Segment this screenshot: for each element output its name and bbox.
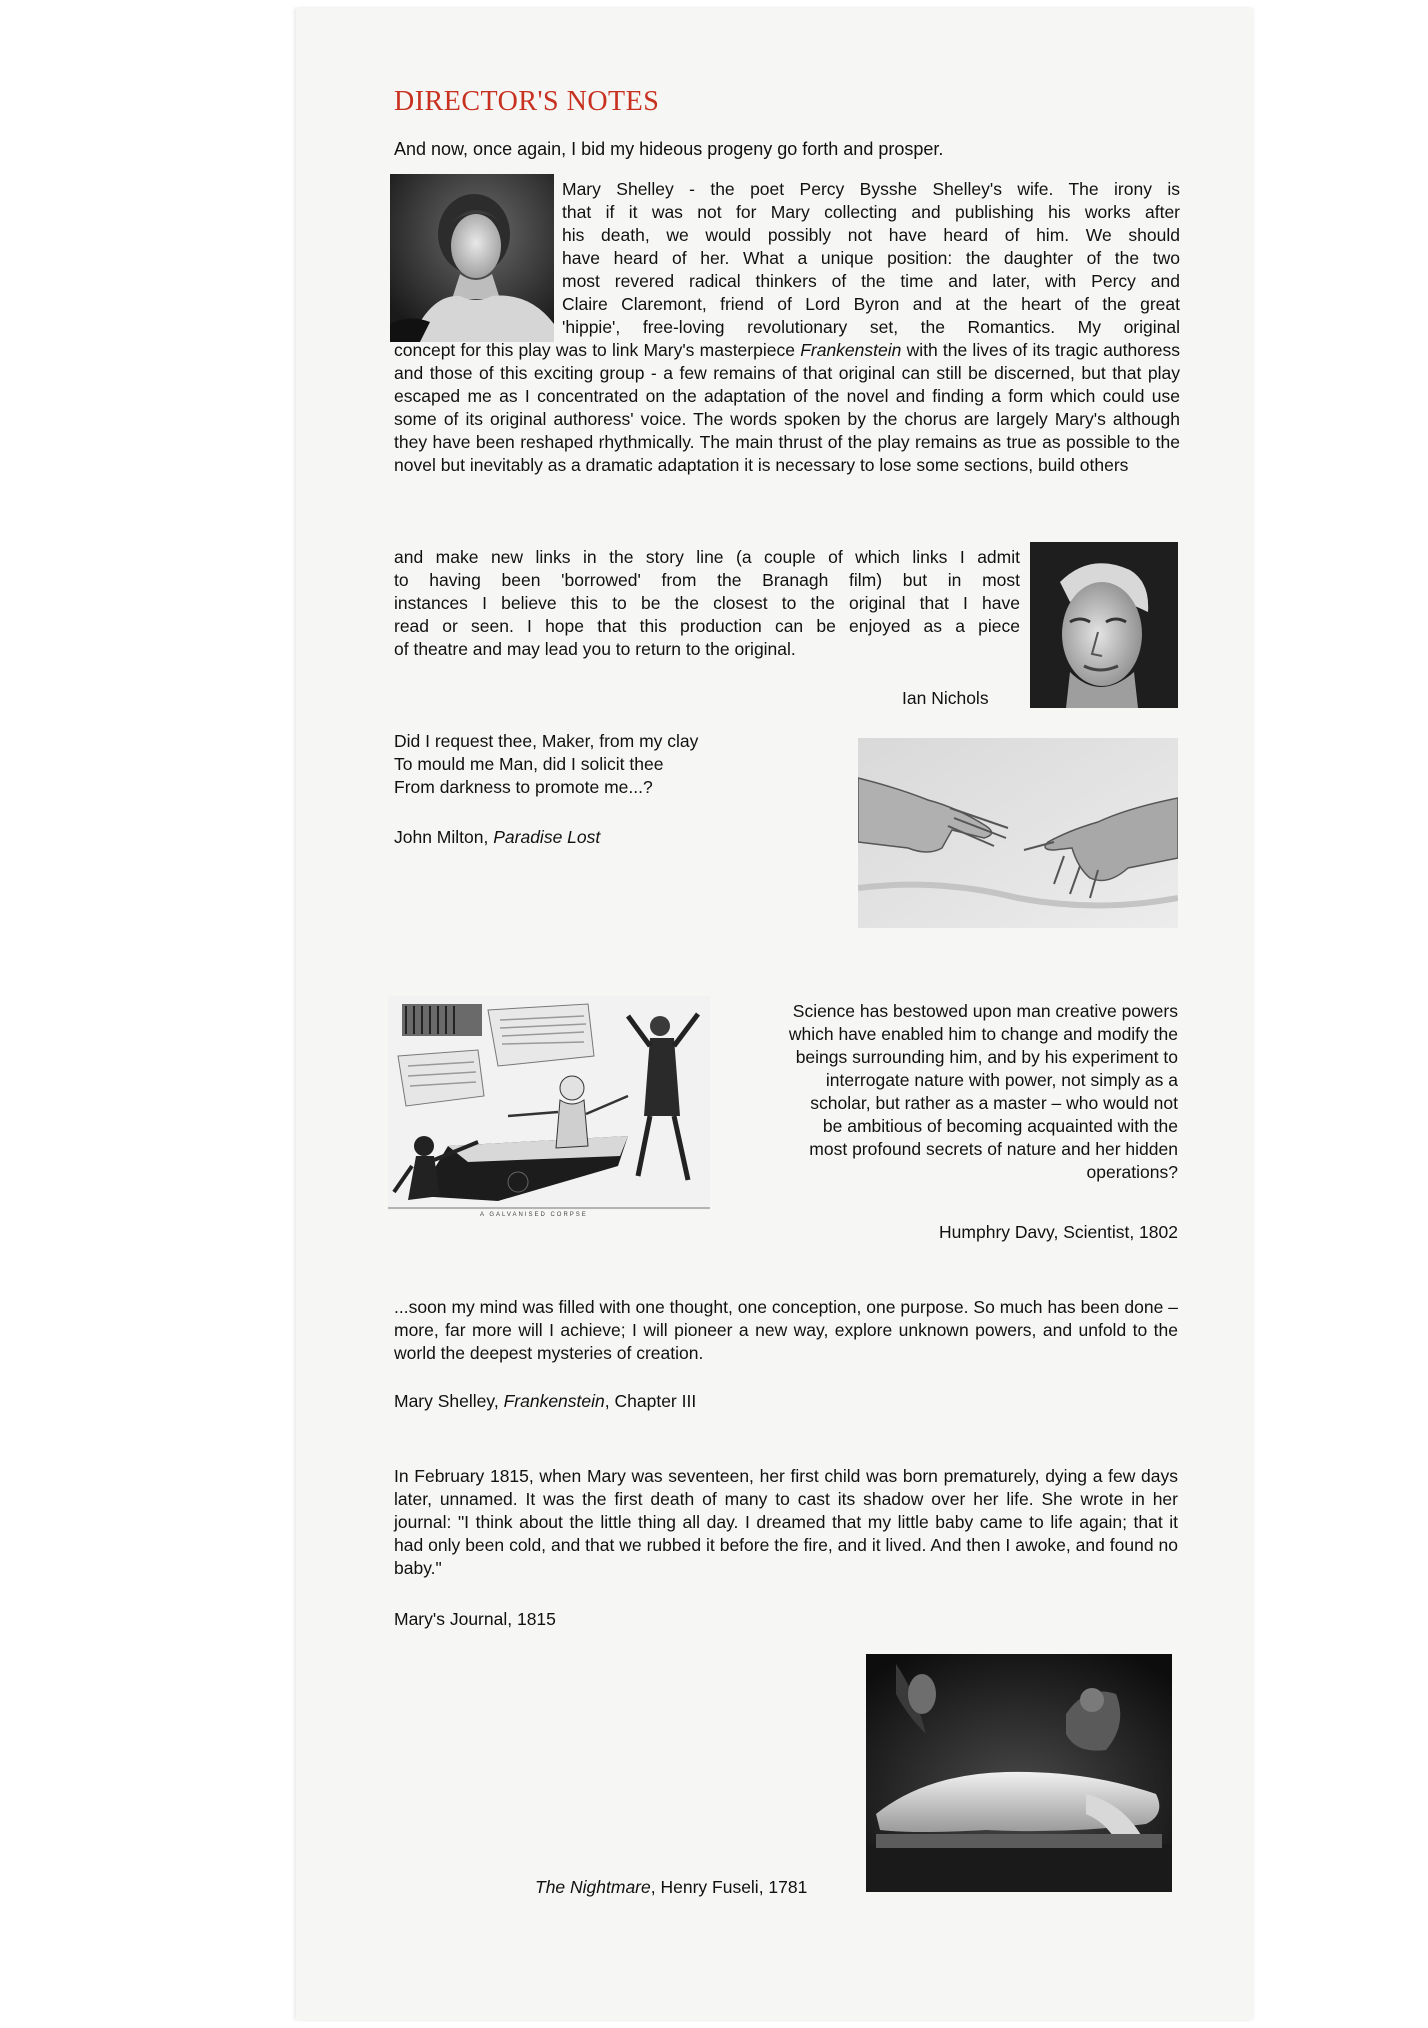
frankenstein-quote: ...soon my mind was filled with one thought, one conception, one purpose. So much has been done – more, far more will I achieve; I will pioneer a new way, explore unknown powers, and unfold to the world the deepest mysteries of creation. (394, 1297, 1178, 1363)
milton-work: Paradise Lost (493, 827, 601, 847)
nightmare-painting (866, 1654, 1172, 1892)
davy-line: most profound secrets of nature and her hidden (809, 1139, 1178, 1159)
frankenstein-attribution (394, 1390, 696, 1413)
davy-line: Science has bestowed upon man creative powers (792, 1001, 1178, 1021)
cartoon-caption: A GALVANISED CORPSE (480, 1212, 588, 1218)
davy-attribution: Humphry Davy, Scientist, 1802 (939, 1222, 1178, 1242)
davy-line: beings surrounding him, and by his experiment to (795, 1047, 1178, 1067)
milton-quote (394, 730, 794, 799)
intro-end-text (394, 546, 1020, 661)
intro-end-line: to having been 'borrowed' from the Branagh film) but in most (394, 570, 1020, 590)
intro-line: Claire Claremont, friend of Lord Byron and at the heart of the great (562, 294, 1180, 314)
frankenstein-title: Frankenstein (800, 340, 902, 360)
milton-line: Did I request thee, Maker, from my clay (394, 731, 699, 751)
intro-line: most revered radical thinkers of the time and later, with Percy and (562, 271, 1180, 291)
intro-end-line: and make new links in the story line (a couple of which links I admit (394, 547, 1020, 567)
ian-nichols-photo (1030, 542, 1178, 708)
intro-end-line: of theatre and may lead you to return to the original. (394, 639, 796, 659)
davy-line: operations? (1086, 1162, 1178, 1182)
davy-line: scholar, but rather as a master – who would not (810, 1093, 1178, 1113)
frankenstein-author: Mary Shelley, (394, 1391, 499, 1411)
davy-quote (700, 1000, 1178, 1184)
epigraph: And now, once again, I bid my hideous progeny go forth and prosper. (394, 139, 944, 159)
intro-line: Mary Shelley - the poet Percy Bysshe Shelley's wife. The irony is (562, 179, 1180, 199)
nightmare-title: The Nightmare (535, 1877, 651, 1897)
davy-line: interrogate nature with power, not simply as a (825, 1070, 1178, 1090)
milton-line: From darkness to promote me...? (394, 777, 653, 797)
signature: Ian Nichols (902, 688, 989, 708)
frankenstein-chapter: , Chapter III (604, 1391, 697, 1411)
journal-paragraph: In February 1815, when Mary was seventeen, her first child was born prematurely, dying a few days later, unnamed. It was the first death of many to cast its shadow over her life. She wrote in her journal: "I think about the little thing all day. I dreamed that my little baby came to life again; that it had only been cold, and that we rubbed it before the fire, and it lived. And then I awoke, and found no baby." (394, 1466, 1178, 1578)
davy-line: which have enabled him to change and modify the (788, 1024, 1178, 1044)
milton-author: John Milton, (394, 827, 489, 847)
page-title: DIRECTOR'S NOTES (394, 86, 660, 117)
milton-line: To mould me Man, did I solicit thee (394, 754, 664, 774)
intro-line: his death, we would possibly not have heard of him. We should (562, 225, 1180, 245)
intro-middle-paragraph (394, 339, 1180, 477)
intro-line: 'hippie', free-loving revolutionary set, the Romantics. My original (562, 317, 1180, 337)
intro-middle-after: with the lives of its tragic authoress and those of this exciting group - a few remains of that original can still be discerned, but that play escaped me as I concentrated on the adaptation of the novel and finding a form which could use some of its original authoress' voice. The words spoken by the chorus are largely Mary's although they have been reshaped rhythmically. The main thrust of the play remains as true as possible to the novel but inevitably as a dramatic adaptation it is necessary to lose some sections, build others (394, 340, 1180, 475)
davy-line: be ambitious of becoming acquainted with the (822, 1116, 1178, 1136)
galvanised-corpse-cartoon (388, 996, 710, 1210)
nightmare-caption (535, 1876, 807, 1899)
creation-of-adam-image (858, 738, 1178, 928)
intro-middle-before: concept for this play was to link Mary's masterpiece (394, 340, 795, 360)
journal-attribution: Mary's Journal, 1815 (394, 1609, 556, 1629)
frankenstein-work: Frankenstein (503, 1391, 605, 1411)
intro-end-line: read or seen. I hope that this production can be enjoyed as a piece (394, 616, 1020, 636)
intro-end-line: instances I believe this to be the closest to the original that I have (394, 593, 1020, 613)
nightmare-rest: , Henry Fuseli, 1781 (650, 1877, 808, 1897)
intro-line: that if it was not for Mary collecting and publishing his works after (562, 202, 1180, 222)
milton-attribution (394, 826, 600, 849)
intro-line: have heard of her. What a unique position: the daughter of the two (562, 248, 1180, 268)
mary-shelley-portrait (390, 174, 554, 342)
intro-wrapped-text (562, 178, 1180, 339)
